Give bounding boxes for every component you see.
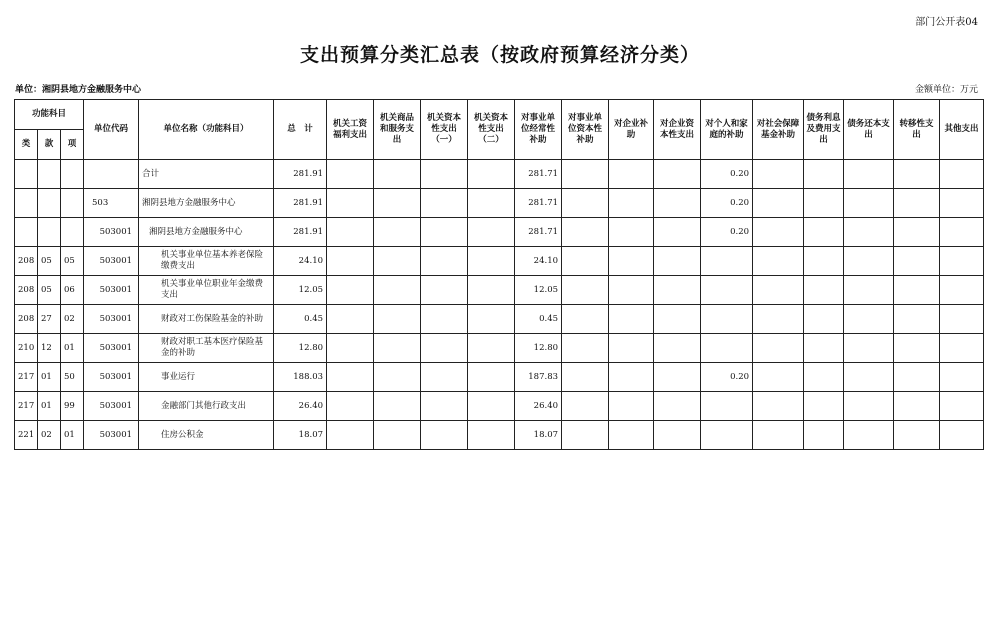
amount-cell xyxy=(562,305,609,334)
amount-cell xyxy=(753,392,804,421)
amount-cell xyxy=(421,363,468,392)
amount-cell xyxy=(374,247,421,276)
amount-cell: 0.20 xyxy=(701,363,753,392)
amount-cell xyxy=(421,160,468,189)
amount-cell xyxy=(468,392,515,421)
header-col: 对企业资本性支出 xyxy=(654,100,701,160)
header-func-subject: 功能科目 xyxy=(15,100,84,130)
amount-cell xyxy=(609,392,654,421)
amount-cell xyxy=(654,160,701,189)
item-code-cell: 02 xyxy=(61,305,84,334)
amount-cell xyxy=(654,189,701,218)
header-lei: 类 xyxy=(15,130,38,160)
amount-cell xyxy=(468,160,515,189)
amount-cell xyxy=(562,392,609,421)
section-code-cell xyxy=(38,160,61,189)
unit-code-cell xyxy=(84,160,139,189)
item-code-cell: 06 xyxy=(61,276,84,305)
amount-cell xyxy=(468,247,515,276)
amount-cell xyxy=(327,363,374,392)
header-unit-name: 单位名称（功能科目） xyxy=(139,100,274,160)
amount-cell xyxy=(844,218,894,247)
amount-cell xyxy=(654,218,701,247)
amount-cell xyxy=(609,218,654,247)
amount-cell xyxy=(374,392,421,421)
header-xiang: 项 xyxy=(61,130,84,160)
amount-cell xyxy=(940,160,984,189)
amount-cell xyxy=(894,421,940,450)
amount-cell xyxy=(654,363,701,392)
amount-cell xyxy=(374,218,421,247)
amount-cell xyxy=(894,160,940,189)
unit-name-cell: 事业运行 xyxy=(139,363,274,392)
total-cell: 0.45 xyxy=(274,305,327,334)
unit-code-cell: 503001 xyxy=(84,421,139,450)
amount-cell: 0.20 xyxy=(701,189,753,218)
amount-cell xyxy=(894,334,940,363)
class-code-cell: 208 xyxy=(15,276,38,305)
amount-cell xyxy=(609,160,654,189)
header-col: 对企业补助 xyxy=(609,100,654,160)
amount-cell: 281.71 xyxy=(515,160,562,189)
amount-cell xyxy=(844,276,894,305)
amount-cell xyxy=(374,160,421,189)
table-row xyxy=(15,421,984,450)
amount-cell xyxy=(894,305,940,334)
amount-cell xyxy=(374,276,421,305)
amount-cell xyxy=(609,247,654,276)
table-row xyxy=(15,160,984,189)
amount-cell xyxy=(804,218,844,247)
amount-cell xyxy=(654,334,701,363)
table-body xyxy=(15,160,984,450)
header-col: 对个人和家庭的补助 xyxy=(701,100,753,160)
unit-code-cell: 503001 xyxy=(84,276,139,305)
amount-cell xyxy=(327,392,374,421)
unit-name-cell: 财政对职工基本医疗保险基金的补助 xyxy=(139,334,274,363)
amount-cell xyxy=(940,189,984,218)
unit-name-cell: 机关事业单位基本养老保险缴费支出 xyxy=(139,247,274,276)
amount-cell xyxy=(804,160,844,189)
amount-cell xyxy=(327,334,374,363)
section-code-cell: 05 xyxy=(38,276,61,305)
unit-name-cell: 机关事业单位职业年金缴费支出 xyxy=(139,276,274,305)
amount-cell xyxy=(844,160,894,189)
amount-cell xyxy=(701,334,753,363)
amount-cell xyxy=(468,363,515,392)
header-col: 债务还本支出 xyxy=(844,100,894,160)
unit-code-cell: 503001 xyxy=(84,363,139,392)
amount-cell xyxy=(562,247,609,276)
amount-cell xyxy=(894,218,940,247)
amount-cell xyxy=(894,247,940,276)
amount-cell xyxy=(753,218,804,247)
amount-cell xyxy=(804,392,844,421)
amount-cell xyxy=(701,392,753,421)
amount-cell xyxy=(468,218,515,247)
amount-cell xyxy=(609,363,654,392)
amount-cell xyxy=(327,421,374,450)
budget-table xyxy=(14,99,984,450)
unit-code-cell: 503001 xyxy=(84,305,139,334)
amount-cell: 18.07 xyxy=(515,421,562,450)
amount-cell xyxy=(421,189,468,218)
section-code-cell: 05 xyxy=(38,247,61,276)
total-cell: 18.07 xyxy=(274,421,327,450)
amount-cell xyxy=(327,160,374,189)
amount-cell xyxy=(804,247,844,276)
total-cell: 26.40 xyxy=(274,392,327,421)
table-row xyxy=(15,189,984,218)
total-cell: 281.91 xyxy=(274,189,327,218)
section-code-cell: 27 xyxy=(38,305,61,334)
class-code-cell: 208 xyxy=(15,305,38,334)
amount-cell xyxy=(701,305,753,334)
amount-cell xyxy=(327,276,374,305)
item-code-cell: 50 xyxy=(61,363,84,392)
unit-name-cell: 湘阴县地方金融服务中心 xyxy=(139,218,274,247)
amount-cell xyxy=(421,334,468,363)
class-code-cell: 221 xyxy=(15,421,38,450)
amount-cell xyxy=(468,189,515,218)
item-code-cell xyxy=(61,218,84,247)
unit-name-cell: 湘阴县地方金融服务中心 xyxy=(139,189,274,218)
amount-cell xyxy=(654,247,701,276)
amount-cell xyxy=(421,392,468,421)
header-unit-code: 单位代码 xyxy=(84,100,139,160)
section-code-cell xyxy=(38,189,61,218)
amount-cell xyxy=(844,363,894,392)
amount-cell xyxy=(940,363,984,392)
amount-cell xyxy=(374,305,421,334)
table-row xyxy=(15,363,984,392)
amount-cell: 24.10 xyxy=(515,247,562,276)
amount-cell xyxy=(894,392,940,421)
class-code-cell: 217 xyxy=(15,392,38,421)
unit-label: 单位：湘阴县地方金融服务中心 xyxy=(15,85,142,95)
section-code-cell: 02 xyxy=(38,421,61,450)
page-title: 支出预算分类汇总表（按政府预算经济分类） xyxy=(299,44,700,66)
amount-cell xyxy=(327,305,374,334)
amount-cell xyxy=(468,276,515,305)
section-code-cell: 12 xyxy=(38,334,61,363)
table-row xyxy=(15,392,984,421)
amount-cell xyxy=(374,363,421,392)
item-code-cell: 01 xyxy=(61,421,84,450)
class-code-cell xyxy=(15,189,38,218)
amount-cell: 12.05 xyxy=(515,276,562,305)
amount-cell xyxy=(753,160,804,189)
class-code-cell: 217 xyxy=(15,363,38,392)
amount-cell xyxy=(940,247,984,276)
amount-cell xyxy=(327,218,374,247)
amount-cell xyxy=(562,421,609,450)
amount-cell xyxy=(609,189,654,218)
amount-cell xyxy=(940,334,984,363)
total-cell: 12.80 xyxy=(274,334,327,363)
amount-cell: 0.20 xyxy=(701,160,753,189)
amount-cell xyxy=(468,305,515,334)
unit-code-cell: 503 xyxy=(84,189,139,218)
amount-cell xyxy=(421,276,468,305)
class-code-cell xyxy=(15,160,38,189)
amount-cell xyxy=(940,218,984,247)
amount-cell xyxy=(844,334,894,363)
amount-cell xyxy=(940,392,984,421)
unit-code-cell: 503001 xyxy=(84,392,139,421)
amount-cell xyxy=(753,247,804,276)
amount-cell xyxy=(940,305,984,334)
unit-code-cell: 503001 xyxy=(84,334,139,363)
table-row xyxy=(15,334,984,363)
amount-cell xyxy=(844,189,894,218)
amount-cell xyxy=(804,189,844,218)
amount-cell xyxy=(374,421,421,450)
amount-cell xyxy=(654,276,701,305)
header-col: 债务利息及费用支出 xyxy=(804,100,844,160)
amount-cell xyxy=(562,160,609,189)
amount-cell xyxy=(701,421,753,450)
amount-cell xyxy=(844,247,894,276)
amount-cell xyxy=(753,363,804,392)
amount-cell xyxy=(609,276,654,305)
amount-cell xyxy=(562,276,609,305)
amount-cell xyxy=(701,276,753,305)
item-code-cell: 99 xyxy=(61,392,84,421)
header-col: 对社会保障基金补助 xyxy=(753,100,804,160)
unit-name-cell: 合计 xyxy=(139,160,274,189)
total-cell: 24.10 xyxy=(274,247,327,276)
class-code-cell: 208 xyxy=(15,247,38,276)
amount-cell xyxy=(804,421,844,450)
header-col: 机关商品和服务支出 xyxy=(374,100,421,160)
amount-cell xyxy=(804,363,844,392)
header-col: 转移性支出 xyxy=(894,100,940,160)
amount-cell xyxy=(327,189,374,218)
form-number: 部门公开表04 xyxy=(915,17,978,28)
amount-cell xyxy=(562,218,609,247)
amount-cell xyxy=(421,247,468,276)
section-code-cell: 01 xyxy=(38,363,61,392)
header-col: 对事业单位资本性补助 xyxy=(562,100,609,160)
amount-cell xyxy=(374,334,421,363)
amount-cell xyxy=(753,421,804,450)
table-row xyxy=(15,218,984,247)
table-row xyxy=(15,276,984,305)
amount-cell xyxy=(804,305,844,334)
amount-cell xyxy=(894,276,940,305)
header-col: 对事业单位经常性补助 xyxy=(515,100,562,160)
unit-name-cell: 财政对工伤保险基金的补助 xyxy=(139,305,274,334)
amount-cell xyxy=(468,334,515,363)
amount-cell xyxy=(654,392,701,421)
section-code-cell: 01 xyxy=(38,392,61,421)
table-row xyxy=(15,305,984,334)
header-col: 机关资本性支出（二） xyxy=(468,100,515,160)
item-code-cell: 05 xyxy=(61,247,84,276)
amount-cell: 281.71 xyxy=(515,218,562,247)
class-code-cell: 210 xyxy=(15,334,38,363)
unit-name-cell: 住房公积金 xyxy=(139,421,274,450)
unit-code-cell: 503001 xyxy=(84,247,139,276)
item-code-cell xyxy=(61,189,84,218)
header-total: 总 计 xyxy=(274,100,327,160)
amount-cell: 0.20 xyxy=(701,218,753,247)
amount-cell: 281.71 xyxy=(515,189,562,218)
amount-cell: 26.40 xyxy=(515,392,562,421)
amount-cell xyxy=(421,305,468,334)
amount-cell: 12.80 xyxy=(515,334,562,363)
amount-cell xyxy=(701,247,753,276)
amount-cell xyxy=(940,421,984,450)
amount-cell xyxy=(753,276,804,305)
total-cell: 188.03 xyxy=(274,363,327,392)
amount-cell xyxy=(421,218,468,247)
section-code-cell xyxy=(38,218,61,247)
item-code-cell xyxy=(61,160,84,189)
money-unit-label: 金额单位：万元 xyxy=(914,85,978,95)
amount-cell xyxy=(421,421,468,450)
amount-cell xyxy=(844,421,894,450)
unit-name-cell: 金融部门其他行政支出 xyxy=(139,392,274,421)
amount-cell xyxy=(804,334,844,363)
header-col: 其他支出 xyxy=(940,100,984,160)
header-col: 机关工资福利支出 xyxy=(327,100,374,160)
amount-cell xyxy=(562,334,609,363)
amount-cell xyxy=(654,305,701,334)
header-kuan: 款 xyxy=(38,130,61,160)
total-cell: 281.91 xyxy=(274,160,327,189)
amount-cell xyxy=(940,276,984,305)
amount-cell xyxy=(327,247,374,276)
amount-cell xyxy=(609,334,654,363)
amount-cell xyxy=(609,305,654,334)
total-cell: 12.05 xyxy=(274,276,327,305)
unit-code-cell: 503001 xyxy=(84,218,139,247)
amount-cell xyxy=(844,305,894,334)
class-code-cell xyxy=(15,218,38,247)
amount-cell xyxy=(753,189,804,218)
amount-cell xyxy=(562,363,609,392)
amount-cell xyxy=(374,189,421,218)
amount-cell xyxy=(844,392,894,421)
amount-cell xyxy=(562,189,609,218)
table-row xyxy=(15,247,984,276)
amount-cell xyxy=(804,276,844,305)
amount-cell xyxy=(468,421,515,450)
header-col: 机关资本性支出（一） xyxy=(421,100,468,160)
amount-cell xyxy=(654,421,701,450)
amount-cell: 0.45 xyxy=(515,305,562,334)
amount-cell xyxy=(753,305,804,334)
amount-cell xyxy=(753,334,804,363)
amount-cell xyxy=(894,363,940,392)
amount-cell xyxy=(609,421,654,450)
total-cell: 281.91 xyxy=(274,218,327,247)
amount-cell: 187.83 xyxy=(515,363,562,392)
item-code-cell: 01 xyxy=(61,334,84,363)
amount-cell xyxy=(894,189,940,218)
